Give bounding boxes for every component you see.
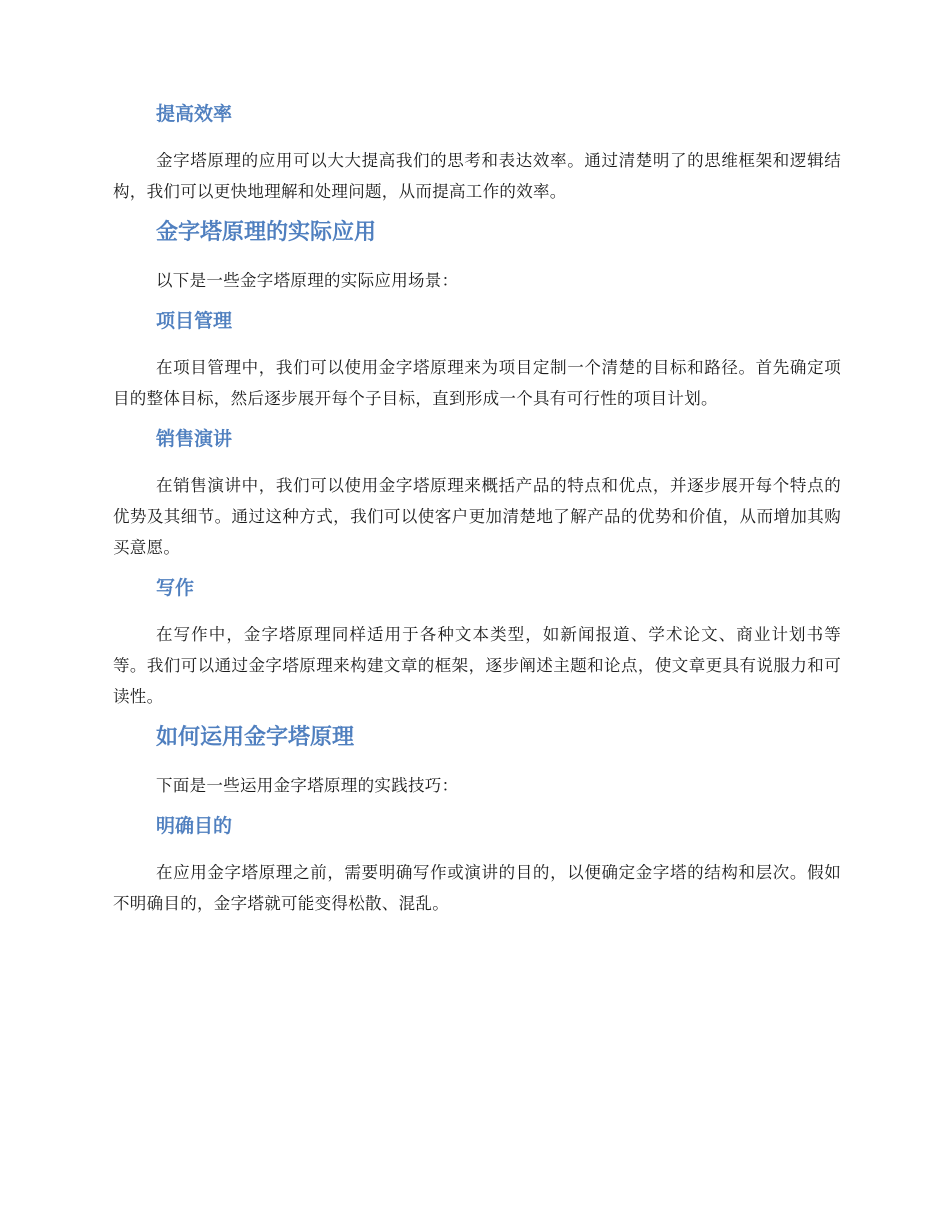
paragraph-project-management: 在项目管理中，我们可以使用金字塔原理来为项目定制一个清楚的目标和路径。首先确定项目的整体目标，然后逐步展开每个子目标，直到形成一个具有可行性的项目计划。 [113, 358, 841, 408]
paragraph-applications-intro: 以下是一些金字塔原理的实际应用场景： [156, 271, 459, 290]
heading-improve-efficiency: 提高效率 [156, 103, 233, 125]
paragraph-clear-purpose: 在应用金字塔原理之前，需要明确写作或演讲的目的，以便确定金字塔的结构和层次。假如不明确目的，金字塔就可能变得松散、混乱。 [113, 863, 841, 913]
heading-how-to-apply: 如何运用金字塔原理 [156, 725, 355, 750]
paragraph-sales-presentation: 在销售演讲中，我们可以使用金字塔原理来概括产品的特点和优点，并逐步展开每个特点的优势及其细节。通过这种方式，我们可以使客户更加清楚地了解产品的优势和价值，从而增加其购买意愿。 [113, 476, 841, 557]
paragraph-improve-efficiency: 金字塔原理的应用可以大大提高我们的思考和表达效率。通过清楚明了的思维框架和逻辑结构，我们可以更快地理解和处理问题，从而提高工作的效率。 [113, 151, 841, 201]
document-page [113, 100, 841, 919]
heading-writing: 写作 [156, 577, 195, 599]
paragraph-how-to-apply-intro: 下面是一些运用金字塔原理的实践技巧： [156, 776, 459, 795]
heading-practical-applications: 金字塔原理的实际应用 [156, 220, 377, 245]
paragraph-writing: 在写作中，金字塔原理同样适用于各种文本类型，如新闻报道、学术论文、商业计划书等等。我们可以通过金字塔原理来构建文章的框架，逐步阐述主题和论点，使文章更具有说服力和可读性。 [113, 625, 841, 706]
heading-sales-presentation: 销售演讲 [156, 428, 233, 450]
heading-project-management: 项目管理 [156, 310, 233, 332]
heading-clear-purpose: 明确目的 [156, 815, 233, 837]
